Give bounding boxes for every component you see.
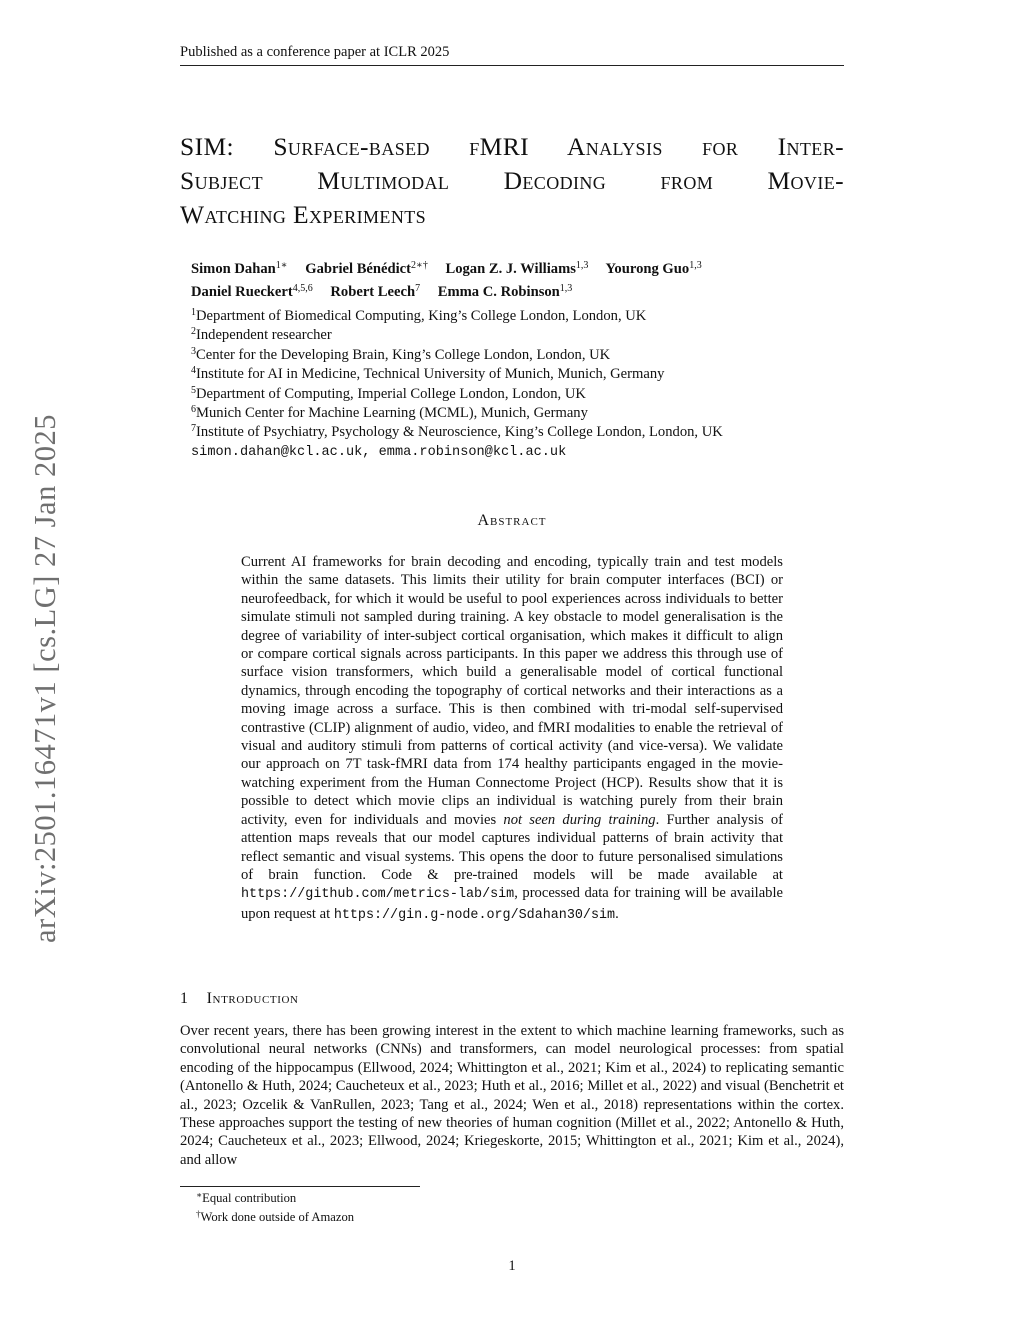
title-line-2: Subject Multimodal Decoding from Movie- [180,166,844,195]
affiliation: $^1$Department of Biomedical Computing, King’s College London, London, UK [191,307,647,324]
affiliation: $^6$Munich Center for Machine Learning (MCML), Munich, Germany [191,404,588,422]
data-link[interactable]: https://gin.g-node.org/Sdahan30/sim [333,907,616,923]
code-link[interactable]: https://github.com/metrics-lab/sim [241,887,515,903]
affiliation: $^3$Center for the Developing Brain, King’s College London, London, UK [191,345,611,363]
footnote-divider [180,1186,420,1187]
author: Logan Z. J. Williams$^{1,3}$ [445,260,589,277]
intro-paragraph: Over recent years, there has been growing interest in the extent to which machine learning frameworks, such as convolutional neural networks (CNNs) and transformers, can model neurological processes: from spatial encoding of the hippocampus (Ellwood, 2024; Whittington et al., 2021; Kim et al., 2024) to replicating semantic (Antonello & Huth, 2024; Caucheteux et al., 2023; Huth et al., 2016; Millet et al., 2022) and visual (Benchetrit et al., 2023; Ozcelik & VanRullen, 2023; Tang et al., 2024; Wen et al., 2018) representations within the cortex. These approaches support the testing of new theories of human cognition (Millet et al., 2022; Antonello & Huth, 2024; Caucheteux et al., 2023; Ellwood, 2024; Kriegeskorte, 2015; Whittington et al., 2021; Kim et al., 2024), and allow [180,1023,844,1168]
title-line-1: SIM: Surface-based fMRI Analysis for Inter- [180,132,844,161]
affiliation: $^4$Institute for AI in Medicine, Technical University of Munich, Munich, Germany [191,365,665,383]
abstract-heading: Abstract [477,512,547,529]
section-title: Introduction [206,990,299,1007]
paper-title [180,130,844,232]
author: Simon Dahan$^{1∗}$ [191,260,288,277]
section-heading [180,990,844,1008]
author-list [191,258,844,304]
running-head-text: Published as a conference paper at ICLR 2025 [180,44,450,60]
author: Yourong Guo$^{1,3}$ [605,260,702,277]
affiliation: $^5$Department of Computing, Imperial College London, London, UK [191,384,586,402]
abstract-body: Current AI frameworks for brain decoding and encoding, typically train and test models within the same datasets. This limits their utility for brain computer interfaces (BCI) or neurofeedback, for which it would be useful to pool experiences across individuals to better simulate stimuli not sampled during training. A key obstacle to model generalisation is the degree of variability of inter-subject cortical organisation, which makes it difficult to align or compare cortical signals across participants. In this paper we address this through use of surface vision transformers, which build a generalisable model of cortical functional dynamics, through encoding the topography of cortical networks and their interactions as a moving image across a surface. This is then combined with tri-modal self-supervised contrastive (CLIP) alignment of audio, video, and fMRI modalities to enable the retrieval of visual and auditory stimuli from patterns of cortical activity (and vice-versa). We validate our approach on 7T task-fMRI data from 174 healthy participants engaged in the movie-watching experiment from the Human Connectome Project (HCP). Results show that it is possible to detect which movie clips an individual is watching purely from their brain activity, even for individuals and movies not seen during training. Further analysis of attention maps reveals that our model captures individual patterns of brain activity that reflect semantic and visual systems. This opens the door to future personalised simulations of brain function. Code & pre-trained models will be made available at https://github.com/metrics-lab/sim, processed data for training will be available upon request at https://gin.g-node.org/Sdahan30/sim. [241,554,783,923]
author: Daniel Rueckert$^{4,5,6}$ [191,283,313,300]
affiliation-list [191,307,844,443]
author: Emma C. Robinson$^{1,3}$ [437,283,573,300]
italic-emphasis: not seen during training [503,811,656,828]
footnote: †Work done outside of Amazon [196,1209,355,1224]
footnotes [196,1189,354,1227]
footnote: ∗Equal contribution [196,1190,297,1205]
author-row-1 [191,258,844,281]
arxiv-side-stamp: arXiv:2501.16471v1 [cs.LG] 27 Jan 2025 [28,414,62,943]
author-row-2 [191,281,844,304]
author: Gabriel Bénédict$^{2∗\dagger}$ [305,260,428,277]
affiliation: $^7$Institute of Psychiatry, Psychology & Neuroscience, King’s College London, London, UK [191,423,723,441]
section-number: 1 [180,990,189,1007]
title-line-3: Watching Experiments [180,200,427,229]
running-header [180,44,844,66]
author: Robert Leech$^7$ [330,283,421,300]
contact-emails[interactable]: simon.dahan@kcl.ac.uk, emma.robinson@kcl.ac.uk [191,445,567,460]
page-number: 1 [508,1258,516,1274]
affiliation: $^2$Independent researcher [191,326,332,344]
